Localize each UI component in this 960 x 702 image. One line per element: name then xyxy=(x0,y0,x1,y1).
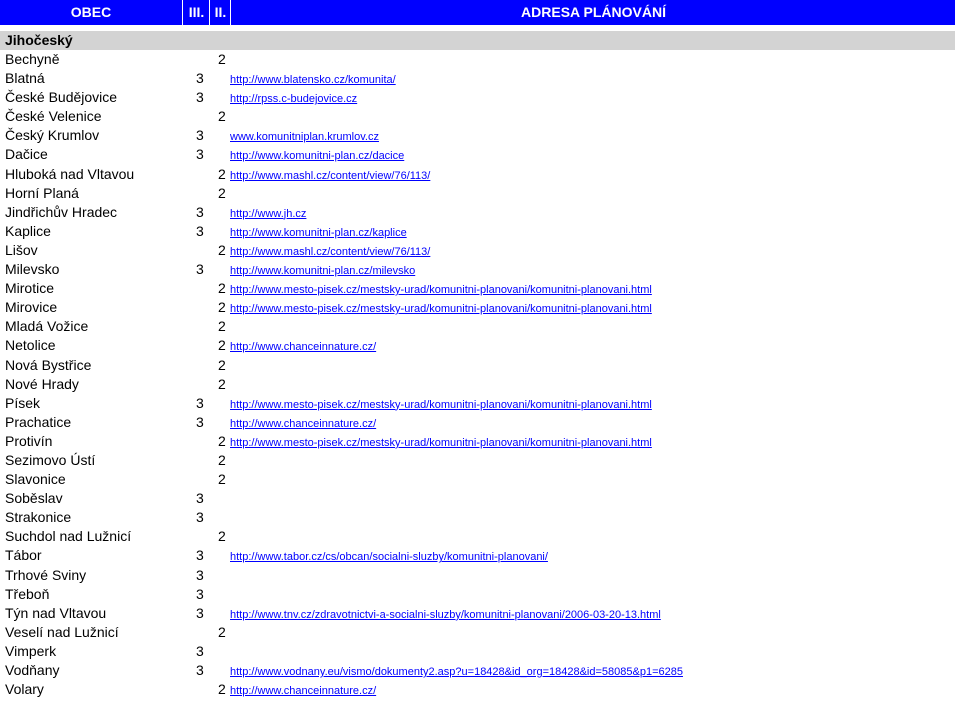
region-label: Jihočeský xyxy=(5,32,73,48)
table-row xyxy=(0,336,955,355)
level-2-value: 2 xyxy=(218,165,226,182)
city-name: České Velenice xyxy=(5,108,102,125)
city-name: Soběslav xyxy=(5,490,63,507)
table-row xyxy=(0,126,955,145)
table-row xyxy=(0,642,955,661)
city-name: Vodňany xyxy=(5,662,60,678)
planning-url-link[interactable]: http://www.komunitni-plan.cz/dacice xyxy=(230,150,405,163)
table-row xyxy=(0,88,955,107)
level-2-value: 2 xyxy=(218,451,226,468)
city-name: Horní Planá xyxy=(5,184,79,201)
city-name: Slavonice xyxy=(5,471,66,488)
city-name: Sezimovo Ústí xyxy=(5,451,96,468)
level-2-value: 2 xyxy=(218,241,226,258)
city-name: Lišov xyxy=(5,241,38,258)
table-row xyxy=(0,69,955,88)
table-row xyxy=(0,260,955,279)
level-2-value: 2 xyxy=(218,299,226,316)
planning-url-link[interactable]: http://www.chanceinnature.cz/ xyxy=(230,685,377,698)
city-name: Protivín xyxy=(5,432,53,449)
planning-url-link[interactable]: http://www.tabor.cz/cs/obcan/socialni-sluzby/komunitni-planovani/ xyxy=(230,551,548,564)
level-3-value: 3 xyxy=(196,566,204,583)
region-row xyxy=(0,31,955,50)
table-row xyxy=(0,604,955,623)
city-name: Milevsko xyxy=(5,261,60,278)
table-row xyxy=(0,184,955,203)
level-2-value: 2 xyxy=(218,623,226,640)
city-name: Jindřichův Hradec xyxy=(5,203,118,220)
city-name: Blatná xyxy=(5,70,45,87)
level-3-value: 3 xyxy=(196,413,204,430)
table-header xyxy=(0,0,955,25)
planning-url-link[interactable]: http://www.tnv.cz/zdravotnictvi-a-socialni-sluzby/komunitni-planovani/2006-03-20-13.html xyxy=(230,608,661,621)
table-row xyxy=(0,623,955,642)
city-name: Písek xyxy=(5,394,41,411)
table-row xyxy=(0,394,955,413)
city-name: Český Krumlov xyxy=(5,127,100,144)
header-adresa: ADRESA PLÁNOVÁNÍ xyxy=(230,0,956,25)
planning-url-link[interactable]: http://www.mesto-pisek.cz/mestsky-urad/komunitni-planovani/komunitni-planovani.html xyxy=(230,436,652,449)
level-3-value: 3 xyxy=(196,490,204,507)
city-name: Veselí nad Lužnicí xyxy=(5,623,119,640)
planning-url-link[interactable]: http://rpss.c-budejovice.cz xyxy=(230,93,358,106)
planning-url-link[interactable]: http://www.komunitni-plan.cz/kaplice xyxy=(230,226,407,239)
level-2-value: 2 xyxy=(218,375,226,392)
table-row xyxy=(0,50,955,69)
planning-url-link[interactable]: www.komunitniplan.krumlov.cz xyxy=(230,131,379,144)
level-2-value: 2 xyxy=(218,337,226,354)
planning-url-link[interactable]: http://www.mesto-pisek.cz/mestsky-urad/komunitni-planovani/komunitni-planovani.html xyxy=(230,303,652,316)
level-3-value: 3 xyxy=(196,203,204,220)
level-2-value: 2 xyxy=(218,280,226,297)
level-2-value: 2 xyxy=(218,51,226,67)
table-body xyxy=(0,50,955,699)
table-row xyxy=(0,317,955,336)
city-name: Mirotice xyxy=(5,280,55,297)
table-row xyxy=(0,375,955,394)
level-3-value: 3 xyxy=(196,394,204,411)
header-col-2: II. xyxy=(209,0,231,25)
level-3-value: 3 xyxy=(196,642,204,659)
city-name: České Budějovice xyxy=(5,89,118,106)
planning-url-link[interactable]: http://www.mashl.cz/content/view/76/113/ xyxy=(230,245,431,258)
table-row xyxy=(0,661,955,680)
city-name: Netolice xyxy=(5,337,56,354)
city-name: Trhové Sviny xyxy=(5,566,87,583)
city-name: Třeboň xyxy=(5,585,50,602)
planning-url-link[interactable]: http://www.chanceinnature.cz/ xyxy=(230,341,377,354)
level-3-value: 3 xyxy=(196,146,204,163)
level-3-value: 3 xyxy=(196,509,204,526)
header-obec: OBEC xyxy=(70,4,112,20)
table-row xyxy=(0,279,955,298)
level-3-value: 3 xyxy=(196,222,204,239)
table-row xyxy=(0,107,955,126)
level-2-value: 2 xyxy=(218,681,226,698)
city-name: Mirovice xyxy=(5,299,58,316)
city-name: Týn nad Vltavou xyxy=(5,604,107,621)
level-3-value: 3 xyxy=(196,604,204,621)
level-2-value: 2 xyxy=(218,184,226,201)
city-name: Vimperk xyxy=(5,642,57,659)
table-row xyxy=(0,298,955,317)
planning-url-link[interactable]: http://www.chanceinnature.cz/ xyxy=(230,417,377,430)
city-name: Volary xyxy=(5,681,44,698)
table-row xyxy=(0,241,955,260)
planning-url-link[interactable]: http://www.komunitni-plan.cz/milevsko xyxy=(230,265,416,278)
table-row xyxy=(0,585,955,604)
city-name: Prachatice xyxy=(5,413,72,430)
city-name: Mladá Vožice xyxy=(5,318,89,335)
planning-url-link[interactable]: http://www.mashl.cz/content/view/76/113/ xyxy=(230,169,431,182)
city-name: Nová Bystřice xyxy=(5,356,92,373)
table-row xyxy=(0,356,955,375)
planning-url-link[interactable]: http://www.blatensko.cz/komunita/ xyxy=(230,74,396,87)
city-name: Hluboká nad Vltavou xyxy=(5,165,135,182)
table-row xyxy=(0,413,955,432)
city-name: Nové Hrady xyxy=(5,375,79,392)
city-name: Strakonice xyxy=(5,509,72,526)
table-row xyxy=(0,489,955,508)
table-row xyxy=(0,165,955,184)
level-3-value: 3 xyxy=(196,585,204,602)
table-row xyxy=(0,546,955,565)
level-3-value: 3 xyxy=(196,89,204,106)
level-2-value: 2 xyxy=(218,318,226,335)
level-2-value: 2 xyxy=(218,108,226,125)
planning-url-link[interactable]: http://www.vodnany.eu/vismo/dokumenty2.asp?u=18428&id_org=18428&id=58085&p1=6285 xyxy=(230,666,683,678)
table-row xyxy=(0,145,955,164)
table-row xyxy=(0,432,955,451)
table-row xyxy=(0,508,955,527)
level-3-value: 3 xyxy=(196,70,204,87)
level-3-value: 3 xyxy=(196,127,204,144)
table-row xyxy=(0,527,955,546)
table-row xyxy=(0,680,955,699)
level-3-value: 3 xyxy=(196,261,204,278)
level-2-value: 2 xyxy=(218,356,226,373)
table-row xyxy=(0,451,955,470)
table-row xyxy=(0,566,955,585)
planning-url-link[interactable]: http://www.mesto-pisek.cz/mestsky-urad/komunitni-planovani/komunitni-planovani.html xyxy=(230,398,652,411)
city-name: Bechyně xyxy=(5,51,60,67)
level-2-value: 2 xyxy=(218,432,226,449)
header-col-3: III. xyxy=(182,0,210,25)
level-3-value: 3 xyxy=(196,662,204,678)
table-row xyxy=(0,470,955,489)
table-row xyxy=(0,203,955,222)
city-name: Kaplice xyxy=(5,222,51,239)
level-2-value: 2 xyxy=(218,528,226,545)
planning-url-link[interactable]: http://www.mesto-pisek.cz/mestsky-urad/komunitni-planovani/komunitni-planovani.html xyxy=(230,284,652,297)
city-name: Dačice xyxy=(5,146,48,163)
city-name: Tábor xyxy=(5,547,42,564)
level-2-value: 2 xyxy=(218,471,226,488)
planning-url-link[interactable]: http://www.jh.cz xyxy=(230,207,307,220)
table-row xyxy=(0,222,955,241)
city-name: Suchdol nad Lužnicí xyxy=(5,528,132,545)
level-3-value: 3 xyxy=(196,547,204,564)
